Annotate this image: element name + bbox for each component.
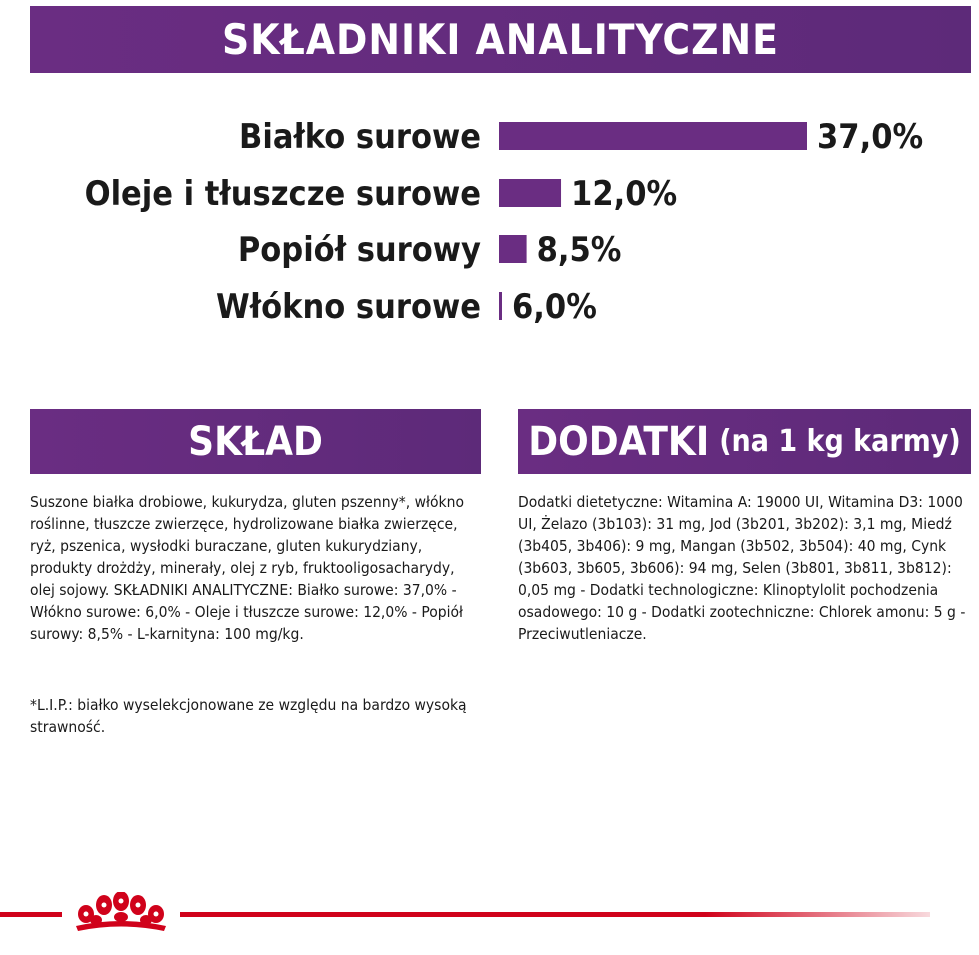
bar [499, 179, 561, 207]
value-label: 6,0% [512, 287, 597, 327]
dodatki-banner [518, 409, 971, 474]
footer-red-line-right [180, 912, 930, 917]
dodatki-text: Dodatki dietetyczne: Witamina A: 19000 UI, Witamina D3: 1000 UI, Żelazo (3b103): 31 mg, Jod (3b201, 3b202): 3,1 mg, Miedź (3b405, 3b406): 9 mg, Mangan (3b502, 3b504): 40 mg, Cynk (3b603, 3b605, 3b606): 94 mg, Selen (3b801, 3b811, 3b812): 0,05 mg - Dodatki technologiczne: Klinoptylolit pochodzenia osadowego: 10 g - Dodatki zootechniczne: Chlorek amonu: 5 g - Przeciwutleniacze. [518, 493, 966, 643]
analytical-title: SKŁADNIKI ANALITYCZNE [222, 15, 779, 64]
lip-footnote: *L.I.P.: białko wyselekcjonowane ze względu na bardzo wysoką strawność. [30, 696, 467, 736]
value-label: 8,5% [536, 230, 622, 270]
category-label: Popiół surowy [237, 230, 481, 270]
bar [499, 292, 502, 320]
bar [499, 122, 807, 150]
footer [0, 890, 979, 940]
category-label: Oleje i tłuszcze surowe [84, 174, 481, 214]
sklad-title: SKŁAD [188, 418, 323, 465]
sklad-text: Suszone białka drobiowe, kukurydza, gluten pszenny*, włókno roślinne, tłuszcze zwierzęce, hydrolizowane białka zwierzęce, ryż, pszenica, wysłodki buraczane, gluten kukurydziany, produkty drożdży, minerały, olej z ryb, fruktooligosacharydy, olej sojowy. SKŁADNIKI ANALITYCZNE: Białko surowe: 37,0% - Włókno surowe: 6,0% - Oleje i tłuszcze surowe: 12,0% - Popiół surowy: 8,5% - L-karnityna: 100 mg/kg. [30, 493, 464, 643]
dodatki-title: DODATKI [528, 418, 710, 465]
footer-red-line-left [0, 912, 62, 917]
category-label: Białko surowe [239, 117, 481, 157]
value-label: 12,0% [571, 174, 678, 214]
analytical-title-banner [30, 6, 971, 73]
dodatki-subtitle: (na 1 kg karmy) [719, 424, 961, 459]
value-label: 37,0% [817, 117, 924, 157]
royal-canin-crown-icon [66, 892, 176, 932]
bar [499, 235, 527, 263]
category-label: Włókno surowe [215, 287, 481, 327]
sklad-banner [30, 409, 481, 474]
analytical-bar-chart [0, 100, 979, 340]
